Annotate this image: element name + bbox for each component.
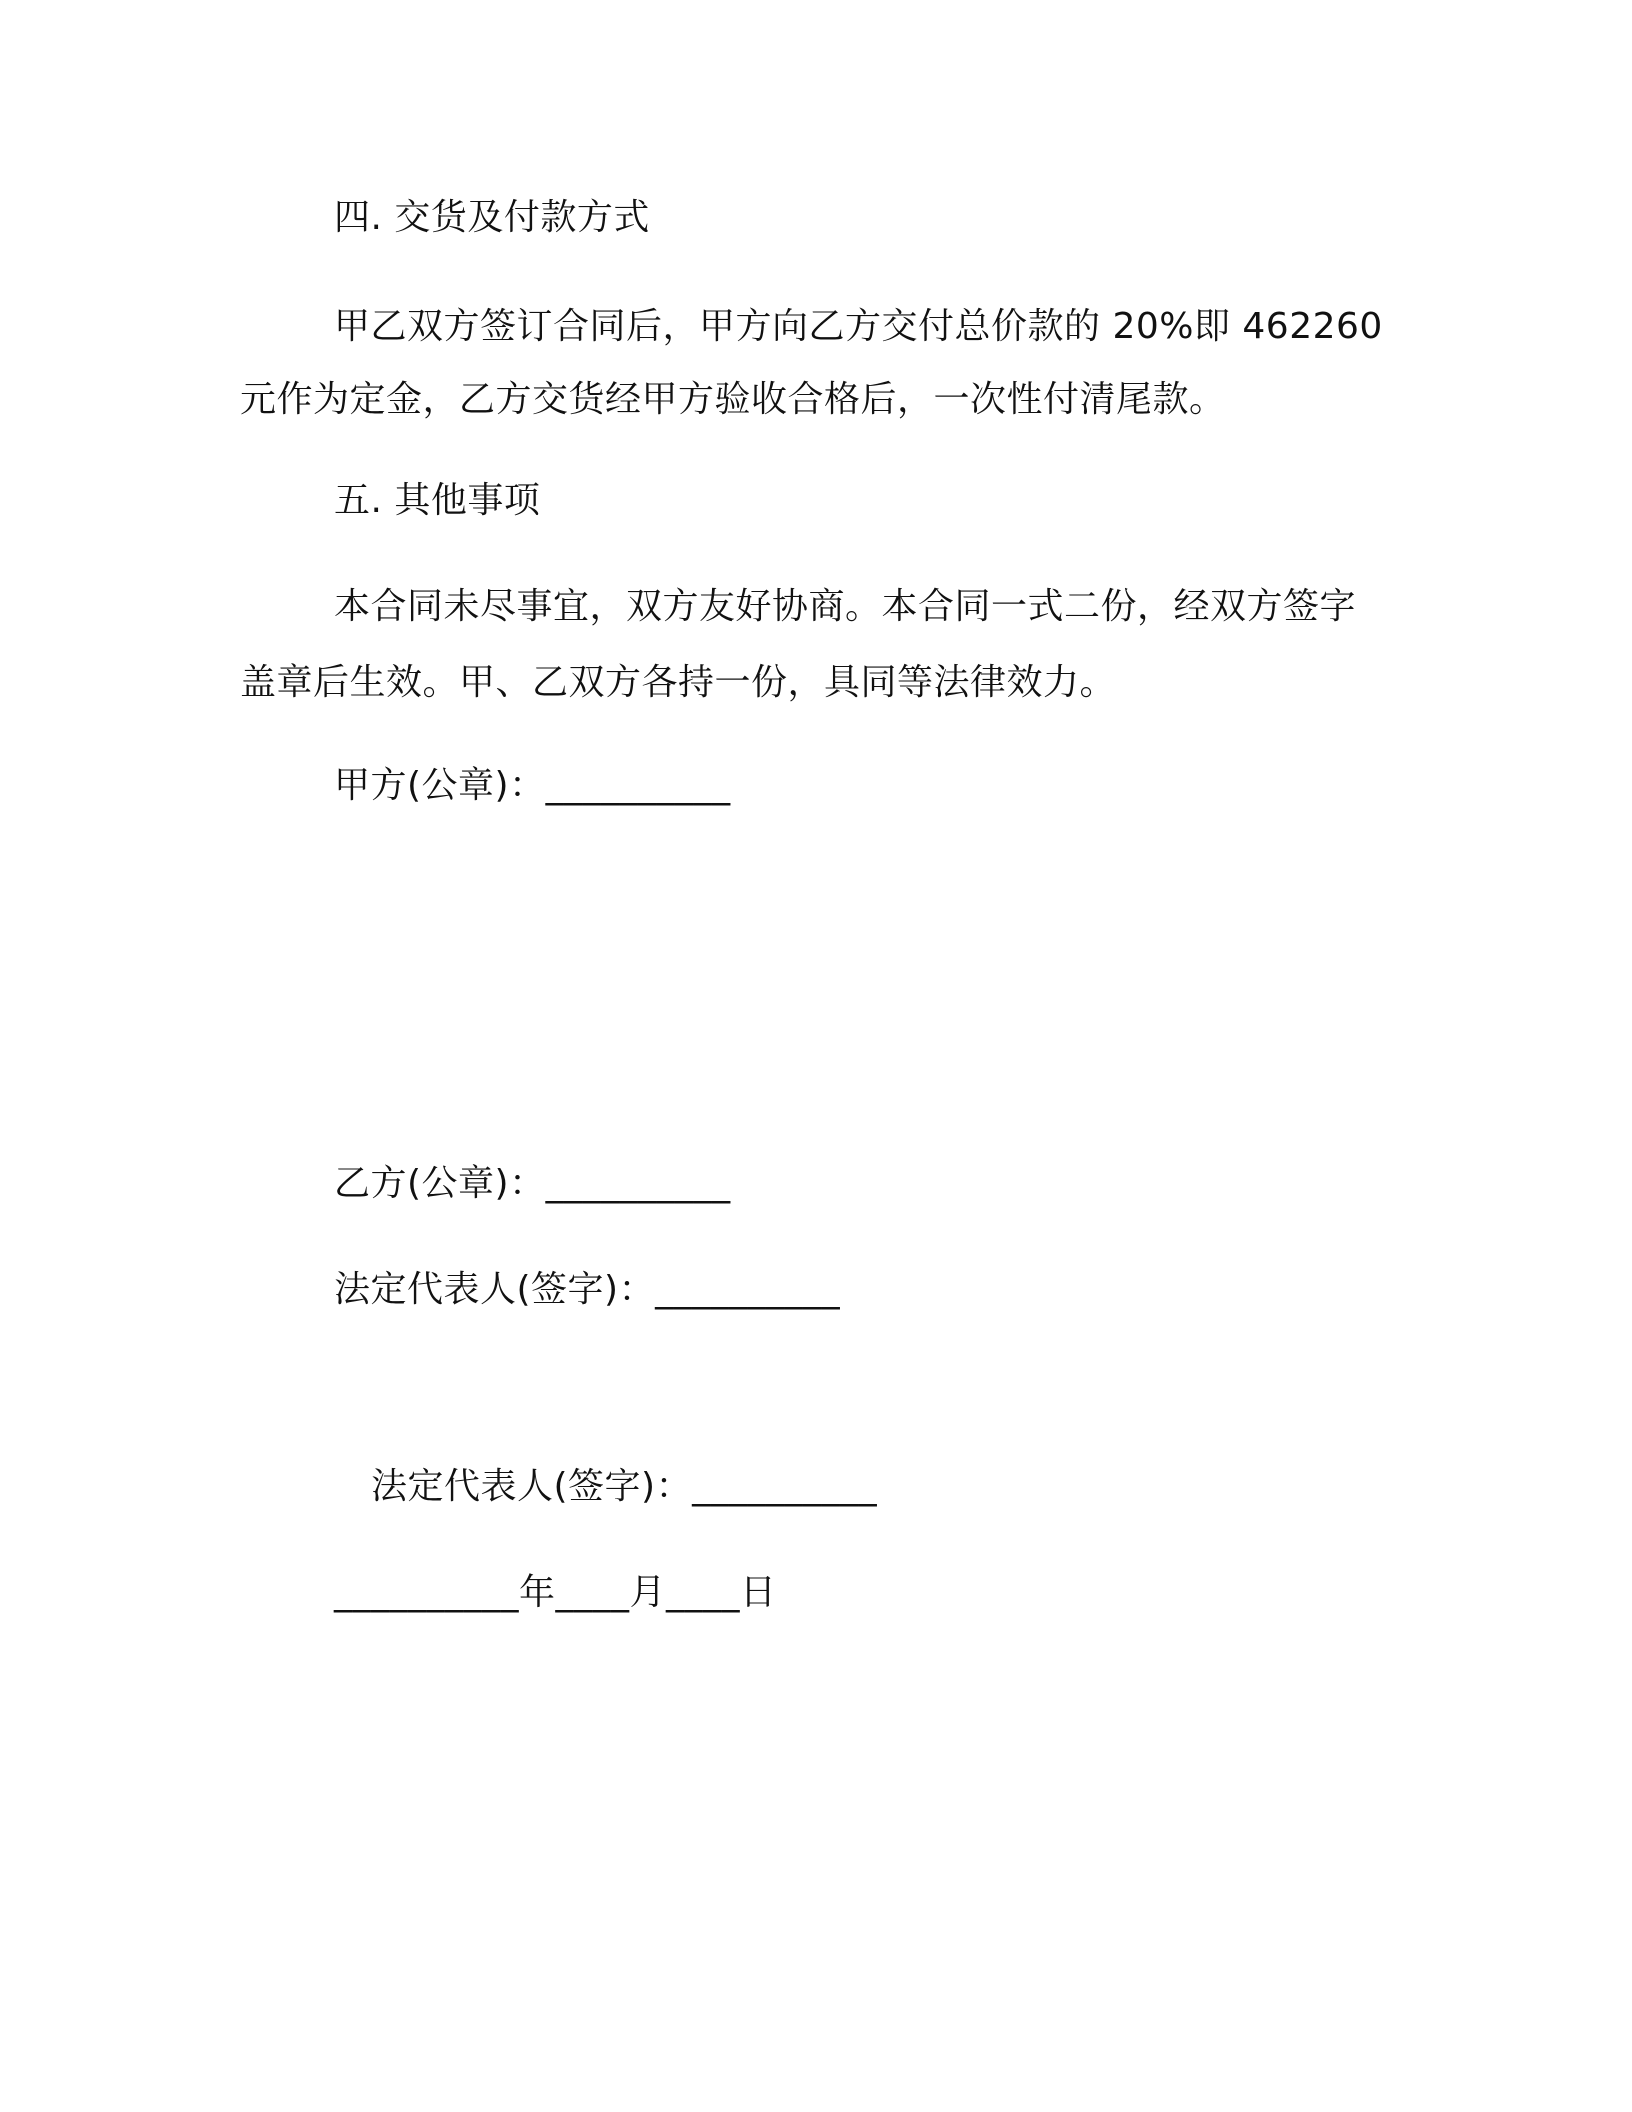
section-5-paragraph-line-2: 盖章后生效。甲、乙双方各持一份，具同等法律效力。 — [240, 662, 1117, 703]
section-4-heading: 四. 交货及付款方式 — [334, 197, 650, 238]
legal-representative-line-2: 法定代表人(签字)：__________ — [371, 1466, 878, 1507]
section-4-paragraph-line-1: 甲乙双方签订合同后，甲方向乙方交付总价款的 20%即 462260 — [334, 306, 1383, 347]
section-4-paragraph-line-2: 元作为定金，乙方交货经甲方验收合格后，一次性付清尾款。 — [240, 379, 1226, 420]
party-a-seal-line: 甲方(公章)：__________ — [334, 765, 731, 806]
date-line: __________年____月____日 — [334, 1572, 777, 1613]
section-5-paragraph-line-1: 本合同未尽事宜，双方友好协商。本合同一式二份，经双方签字 — [334, 586, 1357, 627]
legal-representative-line-1: 法定代表人(签字)：__________ — [334, 1269, 841, 1310]
section-5-heading: 五. 其他事项 — [334, 480, 541, 521]
party-b-seal-line: 乙方(公章)：__________ — [334, 1163, 731, 1204]
